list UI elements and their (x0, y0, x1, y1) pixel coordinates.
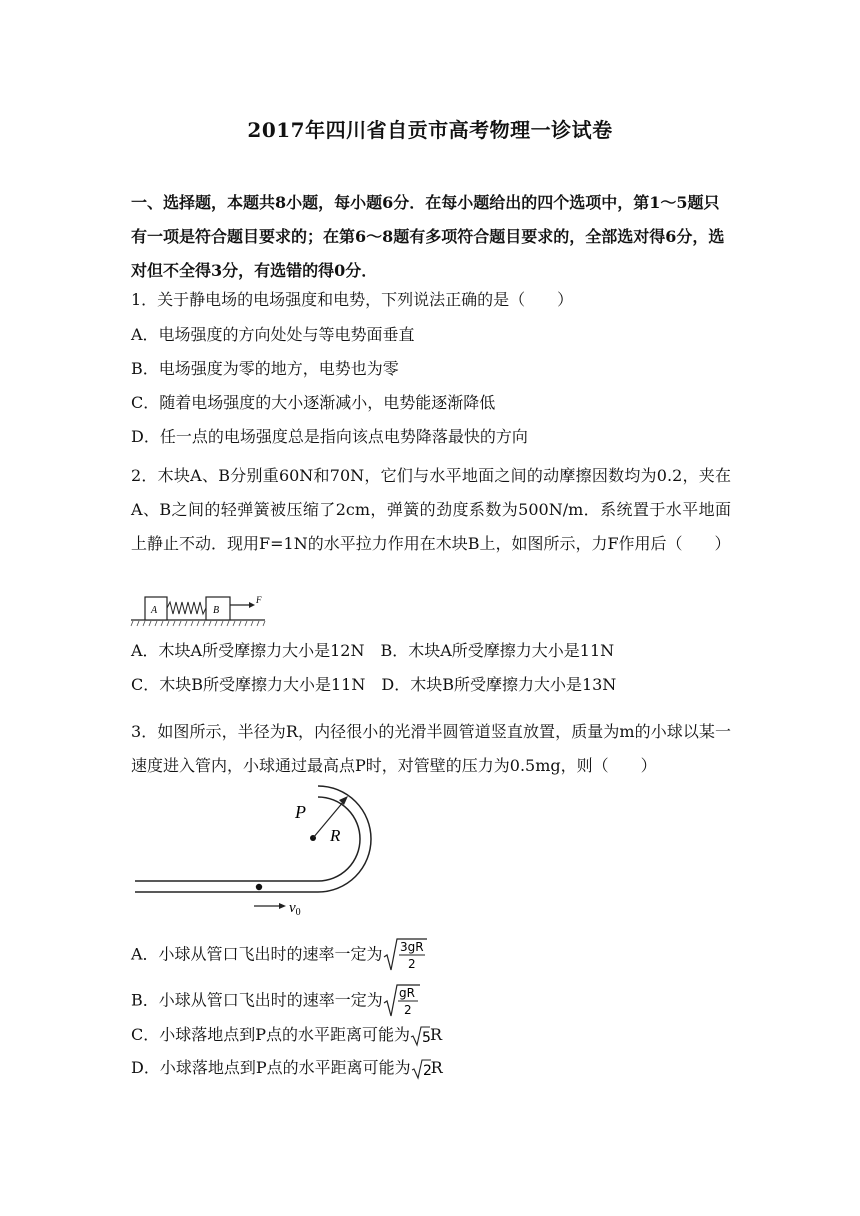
q3-stem: 3．如图所示，半径为R，内径很小的光滑半圆管道竖直放置，质量为m的小球以某一速度进入管内，小球通过最高点P时，对管壁的压力为0.5mg，则（ ） (131, 722, 731, 775)
q2-options-ab: A．木块A所受摩擦力大小是12N B．木块A所受摩擦力大小是11N (131, 641, 615, 660)
q1-option-d: D．任一点的电场强度总是指向该点电势降落最快的方向 (131, 427, 528, 446)
radicand-2: 2 (422, 1062, 432, 1079)
q3-option-b-text: B．小球从管口飞出时的速率一定为 (131, 990, 383, 1010)
block-b-label: B (213, 605, 220, 616)
q3-option-a (131, 937, 427, 973)
q2-stem: 2．木块A、B分别重60N和70N，它们与水平地面之间的动摩擦因数均为0.2，夹在A、B之间的轻弹簧被压缩了2cm，弹簧的劲度系数为500N/m．系统置于水平地面上静止不动．现用F=1N的水平拉力作用在木块B上，如图所示，力F作用后（ ） (131, 466, 731, 553)
page-title: 2017年四川省自贡市高考物理一诊试卷 (247, 118, 613, 142)
q3-option-c-text: C．小球落地点到P点的水平距离可能为 (131, 1025, 411, 1044)
label-v0: $v_0$ (289, 900, 301, 918)
q1-option-b: B．电场强度为零的地方，电势也为零 (131, 359, 399, 378)
frac-b-denominator: 2 (403, 1003, 412, 1017)
ball (256, 884, 262, 890)
q3-option-b (131, 983, 421, 1019)
frac-a-denominator: 2 (407, 957, 416, 971)
q1-stem: 1．关于静电场的电场强度和电势，下列说法正确的是（ ） (131, 290, 574, 309)
q3-semicircle-tube-figure (130, 778, 380, 918)
spring (167, 602, 206, 614)
radicand-5: 5 (422, 1029, 431, 1046)
label-p: P (295, 802, 306, 822)
q3-option-a-text: A．小球从管口飞出时的速率一定为 (131, 944, 383, 964)
q2-spring-block-figure (131, 593, 271, 629)
sqrt-2 (411, 1058, 431, 1080)
block-a-label: A (151, 605, 158, 616)
q2-options-cd: C．木块B所受摩擦力大小是11N D．木块B所受摩擦力大小是13N (131, 675, 617, 694)
sqrt-gr-over-2 (383, 983, 421, 1019)
q3-option-c-unit: R (430, 1025, 443, 1044)
frac-b-numerator: gR (398, 986, 415, 1000)
sqrt-5 (410, 1025, 430, 1047)
tube-inner-wall (135, 797, 360, 881)
force-label: F (256, 595, 262, 605)
q3-option-d-text: D．小球落地点到P点的水平距离可能为 (131, 1058, 411, 1077)
sqrt-3gr-over-2 (383, 937, 427, 973)
q1-option-c: C．随着电场强度的大小逐渐减小，电势能逐渐降低 (131, 393, 496, 412)
label-r: R (330, 826, 341, 845)
section-header: 一、选择题，本题共8小题，每小题6分．在每小题给出的四个选项中，第1～5题只有一项是符合题目要求的；在第6～8题有多项符合题目要求的，全部选对得6分，选对但不全得3分，有选错的得0分． (131, 193, 725, 280)
q3-option-d-unit: R (430, 1058, 443, 1077)
q3-option-c (131, 1024, 442, 1047)
q3-option-d (131, 1057, 443, 1080)
frac-a-numerator: 3gR (399, 940, 424, 954)
q1-option-a: A．电场强度的方向处处与等电势面垂直 (131, 325, 415, 344)
